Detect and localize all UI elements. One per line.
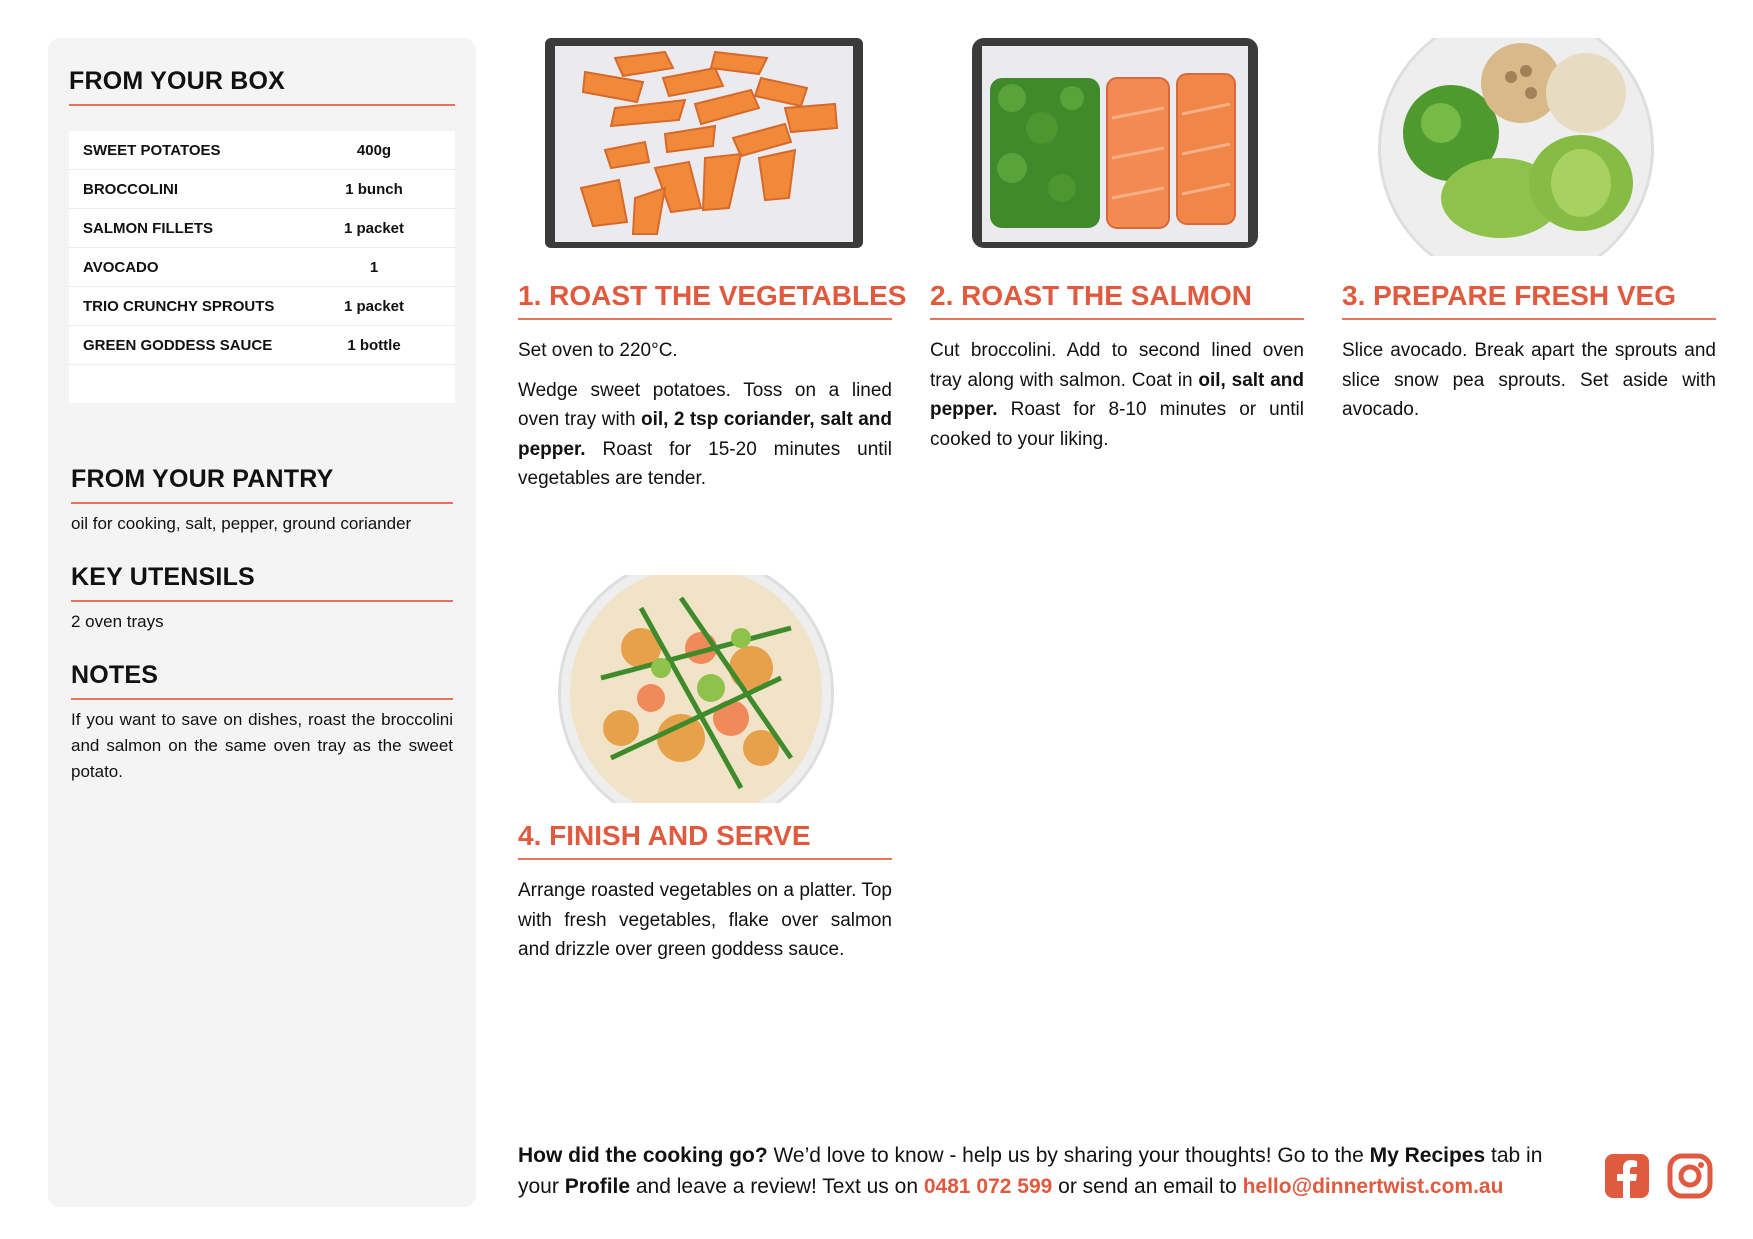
ingredient-name: SALMON FILLETS bbox=[83, 219, 213, 237]
ingredient-qty: 400g bbox=[356, 141, 392, 159]
step1-photo bbox=[545, 38, 863, 248]
step2-text bbox=[930, 336, 1304, 464]
step3-text bbox=[1342, 336, 1716, 435]
utensils-text: 2 oven trays bbox=[71, 612, 164, 631]
ingredient-qty: 1 packet bbox=[343, 297, 405, 315]
instagram-icon[interactable] bbox=[1666, 1152, 1714, 1200]
table-row bbox=[69, 131, 455, 170]
facebook-icon[interactable] bbox=[1603, 1152, 1651, 1200]
table-row bbox=[69, 209, 455, 248]
footer-question: How did the cooking go? bbox=[518, 1144, 768, 1167]
ingredient-qty: 1 bbox=[369, 258, 379, 276]
step4-title: 4. FINISH AND SERVE bbox=[518, 820, 892, 860]
step4-photo bbox=[558, 555, 834, 831]
ingredient-qty: 1 packet bbox=[343, 219, 405, 237]
step2-photo bbox=[972, 38, 1258, 248]
step3-p1: Slice avocado. Break apart the sprouts and slice snow pea sprouts. Set aside with avocado. bbox=[1342, 340, 1716, 420]
table-row bbox=[69, 287, 455, 326]
my-recipes-label: My Recipes bbox=[1369, 1144, 1486, 1167]
box-ingredients-table bbox=[69, 131, 455, 403]
table-row bbox=[69, 248, 455, 287]
ingredient-name: BROCCOLINI bbox=[83, 180, 178, 198]
table-row bbox=[69, 170, 455, 209]
utensils-title: KEY UTENSILS bbox=[71, 563, 453, 602]
step4-p1: Arrange roasted vegetables on a platter. Top with fresh vegetables, flake over salmon and drizzle over green goddess sauce. bbox=[518, 880, 892, 960]
ingredient-qty: 1 bunch bbox=[345, 180, 403, 198]
notes-text: If you want to save on dishes, roast the broccolini and salmon on the same oven tray as the sweet potato. bbox=[71, 710, 453, 781]
avocado-sprouts-plate-image bbox=[1381, 13, 1651, 283]
sweet-potato-tray-image bbox=[545, 38, 863, 248]
ingredient-name: TRIO CRUNCHY SPROUTS bbox=[83, 297, 275, 315]
step4-text bbox=[518, 876, 892, 975]
box-title: FROM YOUR BOX bbox=[69, 67, 455, 106]
feedback-footer: How did the cooking go? We’d love to know - help us by sharing your thoughts! Go to the My Recipes tab in your Profile and leave a review! Text us on 0481 072 599 or send an email to hello@dinnertwist.com.au bbox=[518, 1144, 1543, 1198]
step3-photo bbox=[1378, 10, 1654, 286]
pantry-text: oil for cooking, salt, pepper, ground coriander bbox=[71, 514, 412, 533]
pantry-title: FROM YOUR PANTRY bbox=[71, 465, 453, 504]
step3-title: 3. PREPARE FRESH VEG bbox=[1342, 280, 1716, 320]
notes-title: NOTES bbox=[71, 661, 453, 700]
ingredient-qty: 1 bottle bbox=[347, 336, 401, 354]
table-row bbox=[69, 326, 455, 365]
email-link[interactable]: hello@dinnertwist.com.au bbox=[1242, 1175, 1504, 1198]
ingredient-name: AVOCADO bbox=[83, 258, 159, 276]
table-row-empty bbox=[69, 365, 455, 403]
salmon-tray-image bbox=[972, 38, 1258, 248]
ingredient-name: SWEET POTATOES bbox=[83, 141, 221, 159]
step2-title: 2. ROAST THE SALMON bbox=[930, 280, 1304, 320]
step1-text bbox=[518, 336, 892, 504]
finished-dish-image bbox=[561, 558, 831, 828]
phone-link[interactable]: 0481 072 599 bbox=[923, 1175, 1053, 1198]
profile-label: Profile bbox=[564, 1175, 631, 1198]
step1-p2: Wedge sweet potatoes. Toss on a lined oven tray with oil, 2 tsp coriander, salt and pepper. Roast for 15-20 minutes until vegetables are tender. bbox=[518, 379, 892, 489]
step2-p1: Cut broccolini. Add to second lined oven tray along with salmon. Coat in oil, salt and pepper. Roast for 8-10 minutes or until cooked to your liking. bbox=[930, 340, 1304, 450]
step1-title: 1. ROAST THE VEGETABLES bbox=[518, 280, 892, 320]
step1-p1: Set oven to 220°C. bbox=[518, 340, 678, 361]
ingredient-name: GREEN GODDESS SAUCE bbox=[83, 336, 273, 354]
